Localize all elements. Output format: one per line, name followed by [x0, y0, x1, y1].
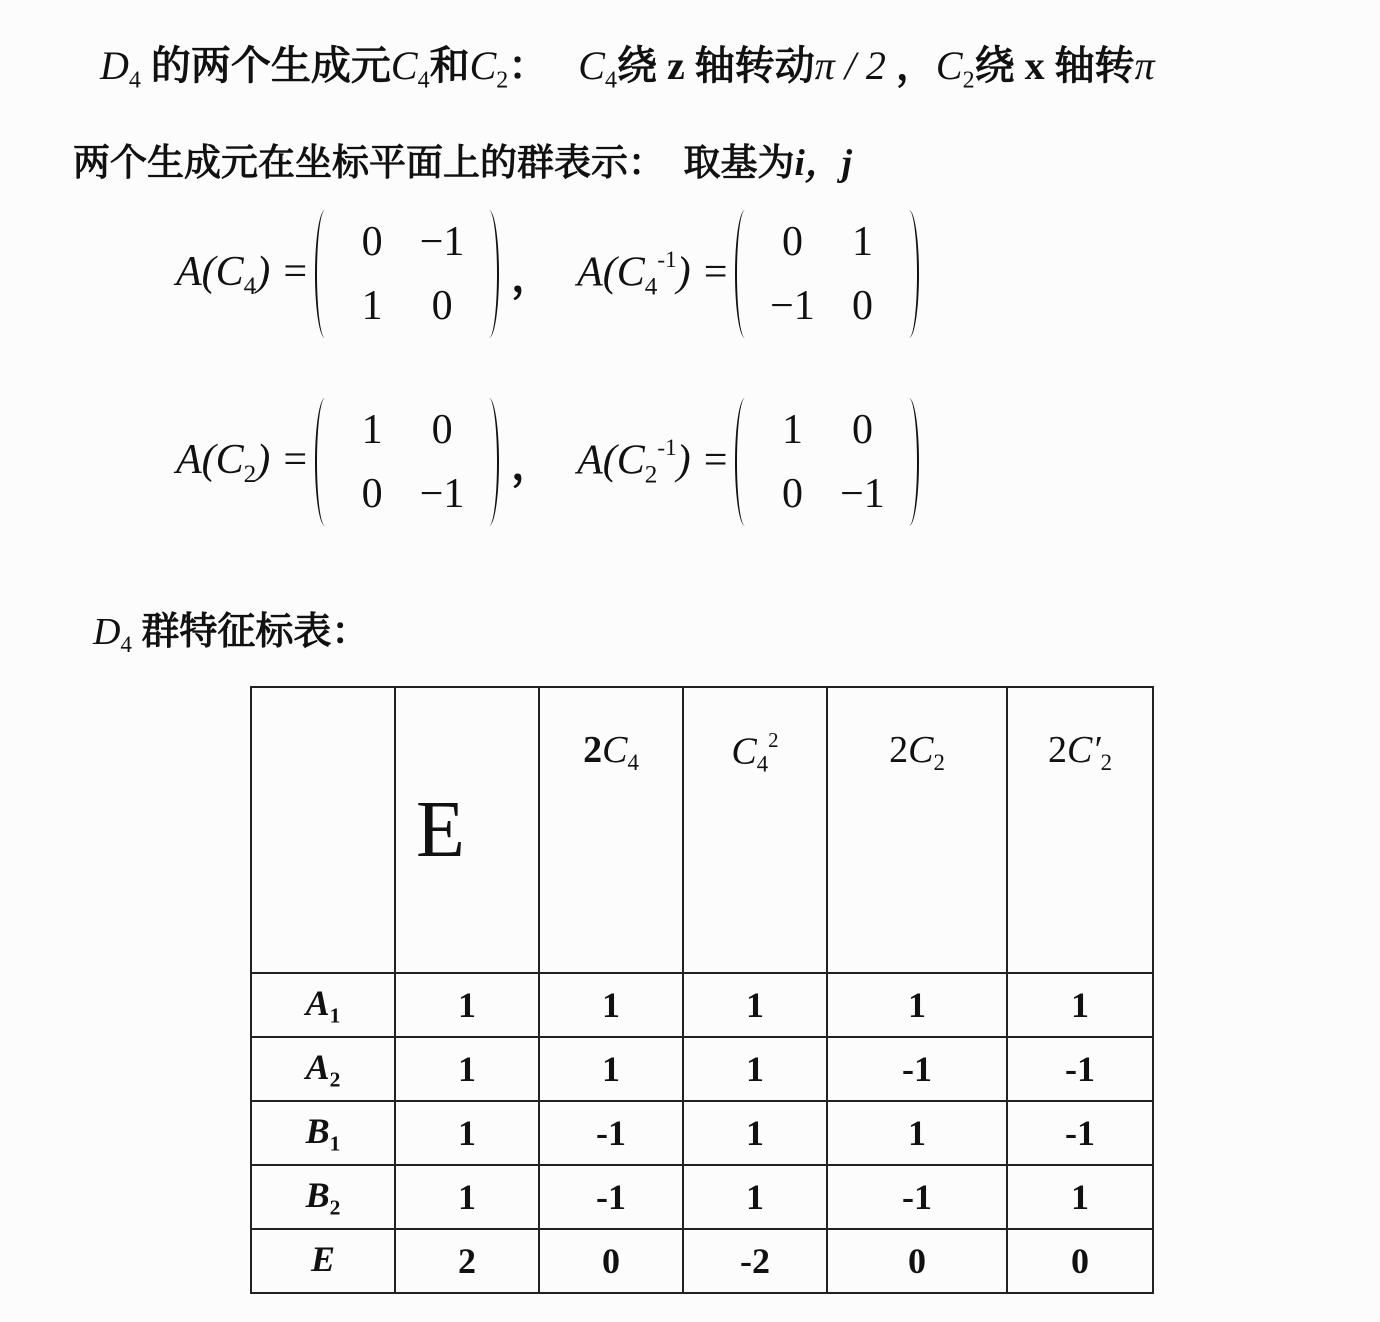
matrix-cell: 0 [781, 471, 803, 517]
character-cell: 1 [683, 1101, 827, 1165]
matrix-cell: 0 [431, 283, 453, 329]
matrix-cell: 1 [361, 407, 383, 453]
colon: ： [508, 43, 549, 89]
table-row-b2 [251, 1165, 1153, 1229]
and-text: 和 [429, 43, 470, 89]
matrix-equation-row-2 [176, 406, 925, 518]
matrix-cell: 1 [851, 219, 873, 265]
group-symbol: $D_4$ [93, 611, 132, 657]
matrix-label-c4-inverse: $A(C_4^{-1})$ = [577, 246, 730, 301]
character-cell: 0 [539, 1229, 683, 1293]
matrix-c2 [315, 406, 499, 518]
table-header-row [251, 687, 1153, 973]
desc1-text-a: 绕 [616, 43, 657, 89]
class-header-2c2: $2C_2$ [827, 687, 1007, 973]
desc1-op: $C_4$ [578, 43, 617, 94]
basis-intro-text: 两个生成元在坐标平面上的群表示： [73, 141, 665, 184]
desc2-op: $C_2$ [935, 43, 975, 94]
basis-statement [73, 132, 852, 186]
character-cell: -2 [683, 1229, 827, 1293]
irrep-label: $A_1$ [251, 973, 395, 1037]
comma: ， [511, 440, 554, 489]
character-cell: 1 [539, 973, 683, 1037]
title-text: 群特征标表： [141, 609, 370, 653]
table-row-a2 [251, 1037, 1153, 1101]
character-cell: 0 [1007, 1229, 1153, 1293]
irrep-label: $A_2$ [251, 1037, 395, 1101]
matrix-cell: −1 [840, 471, 885, 517]
table-row-b1 [251, 1101, 1153, 1165]
character-cell: 1 [827, 973, 1007, 1037]
separator: ， [895, 43, 936, 89]
class-header-c4-squared: $C_4^2$ [683, 687, 827, 973]
comma: ， [511, 252, 554, 301]
character-cell: 2 [395, 1229, 539, 1293]
desc1-text-b: 轴转动 [694, 43, 815, 89]
character-cell: -1 [1007, 1037, 1153, 1101]
irrep-label: $B_1$ [251, 1101, 395, 1165]
irrep-label: E [251, 1229, 395, 1293]
matrix-equation-row-1 [176, 218, 925, 330]
character-table-title [93, 600, 369, 658]
desc2-text-a: 绕 [974, 43, 1015, 89]
character-cell: -1 [827, 1165, 1007, 1229]
table-row-a1 [251, 973, 1153, 1037]
matrix-c4-inverse [735, 218, 919, 330]
character-cell: 1 [683, 1165, 827, 1229]
matrix-c4 [315, 218, 499, 330]
character-cell: 1 [539, 1037, 683, 1101]
character-cell: -1 [539, 1165, 683, 1229]
class-header-2c4: $2C_4$ [539, 687, 683, 973]
angle-pi: π [1134, 43, 1155, 88]
character-cell: 1 [395, 1165, 539, 1229]
character-cell: -1 [827, 1037, 1007, 1101]
x-axis-label: x [1024, 43, 1045, 88]
table-row-e [251, 1229, 1153, 1293]
character-cell: 1 [683, 973, 827, 1037]
character-cell: 1 [395, 1037, 539, 1101]
matrix-cell: 0 [851, 407, 873, 453]
generator-c2: $C_2$ [469, 43, 509, 94]
matrix-cell: −1 [419, 219, 465, 265]
character-cell: -1 [539, 1101, 683, 1165]
matrix-label-c2: $A(C_2)$ = [176, 436, 310, 488]
character-cell: -1 [1007, 1101, 1153, 1165]
group-symbol: $D_4$ [100, 43, 141, 94]
character-cell: 1 [1007, 973, 1153, 1037]
character-cell: 1 [395, 1101, 539, 1165]
matrix-cell: 0 [431, 407, 453, 453]
statement-text: 的两个生成元 [150, 43, 391, 89]
matrix-label-c2-inverse: $A(C_2^{-1})$ = [577, 434, 730, 489]
z-axis-label: z [666, 43, 685, 88]
basis-vectors: i，j [794, 143, 853, 184]
matrix-label-c4: $A(C_4)$ = [176, 248, 310, 300]
basis-label: 取基为 [683, 141, 795, 184]
matrix-cell: 1 [361, 283, 383, 329]
corner-cell [251, 687, 395, 973]
matrix-cell: 0 [781, 219, 803, 265]
matrix-cell: 1 [781, 407, 803, 453]
matrix-cell: 0 [851, 283, 873, 329]
matrix-cell: −1 [770, 283, 815, 329]
character-table [250, 686, 1154, 1294]
irrep-label: $B_2$ [251, 1165, 395, 1229]
generators-statement [100, 34, 1155, 94]
character-cell: 1 [395, 973, 539, 1037]
matrix-cell: −1 [419, 471, 465, 517]
angle-pi-half: π / 2 [814, 43, 886, 88]
character-cell: 1 [1007, 1165, 1153, 1229]
class-header-2c2-prime: $2C'_2$ [1007, 687, 1153, 973]
character-cell: 1 [827, 1101, 1007, 1165]
matrix-cell: 0 [361, 219, 383, 265]
desc2-text-b: 轴转 [1054, 43, 1135, 89]
matrix-cell: 0 [361, 471, 383, 517]
matrix-c2-inverse [735, 406, 919, 518]
class-header-e: E [395, 687, 539, 973]
character-cell: 1 [683, 1037, 827, 1101]
character-cell: 0 [827, 1229, 1007, 1293]
generator-c4: $C_4$ [390, 43, 430, 94]
